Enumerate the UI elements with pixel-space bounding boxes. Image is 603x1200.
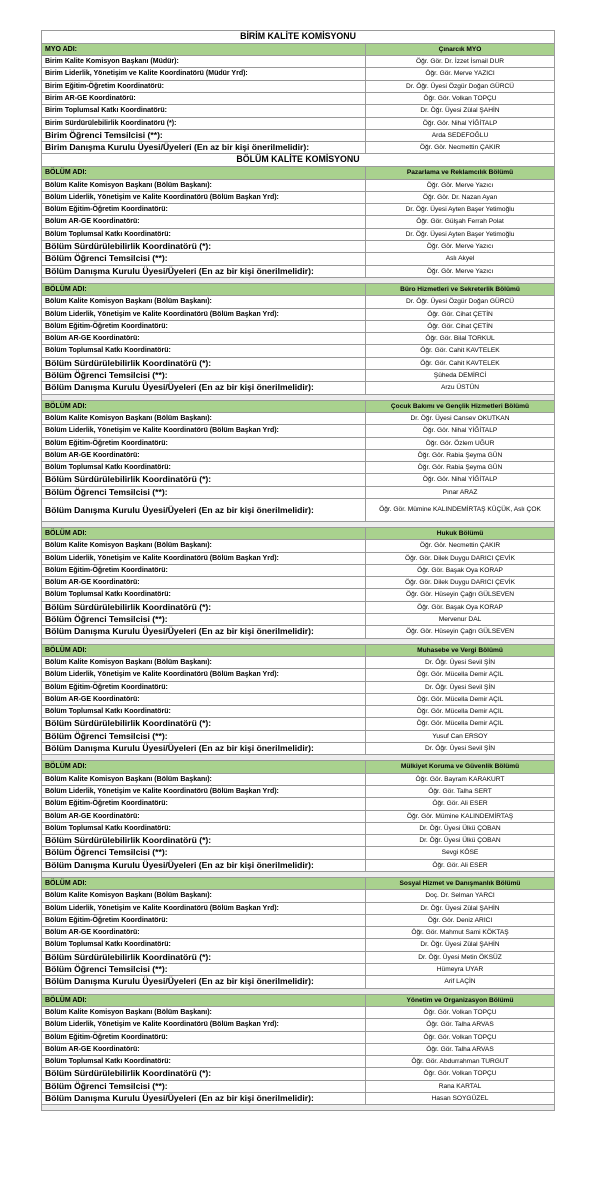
- table-row: [42, 474, 555, 486]
- person-name-cell: Öğr. Gör. Özlem UĞUR: [366, 437, 555, 449]
- table-row: [42, 810, 555, 822]
- person-name-cell: Öğr. Gör. Hüseyin Çağrı GÜLSEVEN: [366, 626, 555, 638]
- table-row: [42, 228, 555, 240]
- myo-header-row: [42, 43, 555, 55]
- person-name-cell: Öğr. Gör. Mücella Demir AÇIL: [366, 693, 555, 705]
- section-name-cell: Çocuk Bakımı ve Gençlik Hizmetleri Bölümü: [366, 400, 555, 412]
- table-row: [42, 601, 555, 613]
- person-name-cell: Öğr. Gör. Ali ESER: [366, 798, 555, 810]
- role-label-cell: Bölüm Eğitim-Öğretim Koordinatörü:: [42, 798, 366, 810]
- person-name-cell: Dr. Öğr. Üyesi Ülkü ÇOBAN: [366, 835, 555, 847]
- table-row: [42, 462, 555, 474]
- section-name-cell: Hukuk Bölümü: [366, 527, 555, 539]
- table-row: [42, 743, 555, 755]
- role-label-cell: Birim Danışma Kurulu Üyesi/Üyeleri (En az bir kişi önerilmelidir):: [42, 142, 366, 154]
- table-row: [42, 693, 555, 705]
- role-label-cell: Bölüm Eğitim-Öğretim Koordinatörü:: [42, 564, 366, 576]
- person-name-cell: Arda SEDEFOĞLU: [366, 129, 555, 141]
- person-name-cell: Öğr. Gör. Talha SERT: [366, 785, 555, 797]
- section-label-cell: BÖLÜM ADI:: [42, 283, 366, 295]
- person-name-cell: Öğr. Gör. Dr. İzzet İsmail DUR: [366, 56, 555, 68]
- section-name-cell: Yönetim ve Organizasyon Bölümü: [366, 994, 555, 1006]
- role-label-cell: Bölüm Öğrenci Temsilcisi (**):: [42, 847, 366, 859]
- table-row: [42, 681, 555, 693]
- table-row: [42, 798, 555, 810]
- table-row: [42, 498, 555, 521]
- person-name-cell: Dr. Öğr. Üyesi Sevil ŞİN: [366, 656, 555, 668]
- role-label-cell: Bölüm Liderlik, Yönetişim ve Kalite Koordinatörü (Bölüm Başkan Yrd):: [42, 669, 366, 681]
- person-name-cell: Öğr. Gör. Volkan TOPÇU: [366, 1006, 555, 1018]
- person-name-cell: Dr. Öğr. Üyesi Zülal ŞAHİN: [366, 939, 555, 951]
- table-row: [42, 1031, 555, 1043]
- role-label-cell: Bölüm Eğitim-Öğretim Koordinatörü:: [42, 914, 366, 926]
- person-name-cell: Öğr. Gör. Nihal YİĞİTALP: [366, 117, 555, 129]
- section-label-cell: BÖLÜM ADI:: [42, 761, 366, 773]
- person-name-cell: Hasan SOYGÜZEL: [366, 1093, 555, 1105]
- person-name-cell: Aslı Akyel: [366, 253, 555, 265]
- table-row: [42, 552, 555, 564]
- department-header-row: [42, 761, 555, 773]
- role-label-cell: Birim Öğrenci Temsilcisi (**):: [42, 129, 366, 141]
- role-label-cell: Bölüm Danışma Kurulu Üyesi/Üyeleri (En az bir kişi önerilmelidir):: [42, 976, 366, 988]
- table-row: [42, 191, 555, 203]
- department-header-row: [42, 878, 555, 890]
- table-row: [42, 951, 555, 963]
- table-row: [42, 296, 555, 308]
- role-label-cell: Bölüm AR-GE Koordinatörü:: [42, 449, 366, 461]
- role-label-cell: Bölüm Sürdürülebilirlik Koordinatörü (*):: [42, 718, 366, 730]
- section-gap: [42, 1105, 555, 1111]
- table-row: [42, 890, 555, 902]
- section-label-cell: BÖLÜM ADI:: [42, 167, 366, 179]
- department-header-row: [42, 283, 555, 295]
- table-row: [42, 564, 555, 576]
- table-row: [42, 105, 555, 117]
- person-name-cell: Öğr. Gör. Rabia Şeyma GÜN: [366, 462, 555, 474]
- person-name-cell: Dr. Öğr. Üyesi Zülal ŞAHİN: [366, 105, 555, 117]
- table-row: [42, 68, 555, 80]
- table-row: [42, 370, 555, 382]
- table-row: [42, 577, 555, 589]
- table-row: [42, 142, 555, 154]
- table-row: [42, 976, 555, 988]
- role-label-cell: Bölüm Sürdürülebilirlik Koordinatörü (*):: [42, 1068, 366, 1080]
- role-label-cell: Bölüm Toplumsal Katkı Koordinatörü:: [42, 939, 366, 951]
- person-name-cell: Arif LAÇİN: [366, 976, 555, 988]
- table-row: [42, 626, 555, 638]
- person-name-cell: Dr. Öğr. Üyesi Sevil ŞİN: [366, 743, 555, 755]
- table-row: [42, 589, 555, 601]
- table-row: [42, 308, 555, 320]
- role-label-cell: Bölüm Danışma Kurulu Üyesi/Üyeleri (En az bir kişi önerilmelidir):: [42, 743, 366, 755]
- birim-title-row: [42, 31, 555, 44]
- person-name-cell: Öğr. Gör. Dilek Duygu DARICI ÇEVİK: [366, 577, 555, 589]
- person-name-cell: Öğr. Gör. Başak Oya KORAP: [366, 564, 555, 576]
- role-label-cell: Bölüm Eğitim-Öğretim Koordinatörü:: [42, 204, 366, 216]
- commission-table: [41, 30, 555, 1111]
- section-label-cell: BÖLÜM ADI:: [42, 878, 366, 890]
- section-name-cell: Muhasebe ve Vergi Bölümü: [366, 644, 555, 656]
- role-label-cell: Bölüm Danışma Kurulu Üyesi/Üyeleri (En az bir kişi önerilmelidir):: [42, 859, 366, 871]
- person-name-cell: Şüheda DEMİRCİ: [366, 370, 555, 382]
- role-label-cell: Bölüm AR-GE Koordinatörü:: [42, 333, 366, 345]
- table-row: [42, 129, 555, 141]
- role-label-cell: Bölüm Kalite Komisyon Başkanı (Bölüm Başkanı):: [42, 179, 366, 191]
- role-label-cell: Bölüm Eğitim-Öğretim Koordinatörü:: [42, 681, 366, 693]
- person-name-cell: Dr. Öğr. Üyesi Ayten Başer Yetimoğlu: [366, 204, 555, 216]
- person-name-cell: Öğr. Gör. Dilek Duygu DARICI ÇEVİK: [366, 552, 555, 564]
- person-name-cell: Öğr. Gör. Volkan TOPÇU: [366, 1068, 555, 1080]
- table-row: [42, 669, 555, 681]
- role-label-cell: Birim Toplumsal Katkı Koordinatörü:: [42, 105, 366, 117]
- person-name-cell: Dr. Öğr. Üyesi Özgür Doğan GÜRCÜ: [366, 296, 555, 308]
- person-name-cell: Öğr. Gör. Nihal YİĞİTALP: [366, 474, 555, 486]
- section-name-cell: Büro Hizmetleri ve Sekreterlik Bölümü: [366, 283, 555, 295]
- department-header-row: [42, 994, 555, 1006]
- table-row: [42, 216, 555, 228]
- role-label-cell: Bölüm Liderlik, Yönetişim ve Kalite Koordinatörü (Bölüm Başkan Yrd):: [42, 425, 366, 437]
- table-row: [42, 117, 555, 129]
- person-name-cell: Öğr. Gör. Deniz ARICI: [366, 914, 555, 926]
- table-row: [42, 1043, 555, 1055]
- table-row: [42, 785, 555, 797]
- role-label-cell: Bölüm Öğrenci Temsilcisi (**):: [42, 1080, 366, 1092]
- person-name-cell: Doç. Dr. Selman YARCI: [366, 890, 555, 902]
- table-row: [42, 92, 555, 104]
- role-label-cell: Bölüm Sürdürülebilirlik Koordinatörü (*):: [42, 835, 366, 847]
- person-name-cell: Dr. Öğr. Üyesi Özgür Doğan GÜRCÜ: [366, 80, 555, 92]
- table-row: [42, 382, 555, 394]
- role-label-cell: Bölüm AR-GE Koordinatörü:: [42, 693, 366, 705]
- table-row: [42, 449, 555, 461]
- bolum-title: BÖLÜM KALİTE KOMİSYONU: [42, 154, 555, 167]
- person-name-cell: Öğr. Gör. Necmettin ÇAKIR: [366, 142, 555, 154]
- person-name-cell: Öğr. Gör. Volkan TOPÇU: [366, 92, 555, 104]
- person-name-cell: Öğr. Gör. Merve Yazıcı: [366, 265, 555, 277]
- table-row: [42, 241, 555, 253]
- person-name-cell: Mervenur DAL: [366, 614, 555, 626]
- person-name-cell: Öğr. Gör. Gülşah Ferrah Polat: [366, 216, 555, 228]
- table-row: [42, 540, 555, 552]
- role-label-cell: Birim AR-GE Koordinatörü:: [42, 92, 366, 104]
- role-label-cell: Bölüm Danışma Kurulu Üyesi/Üyeleri (En az bir kişi önerilmelidir):: [42, 626, 366, 638]
- table-row: [42, 822, 555, 834]
- role-label-cell: Bölüm AR-GE Koordinatörü:: [42, 1043, 366, 1055]
- person-name-cell: Öğr. Gör. Bayram KARAKURT: [366, 773, 555, 785]
- role-label-cell: Bölüm Sürdürülebilirlik Koordinatörü (*):: [42, 601, 366, 613]
- person-name-cell: Öğr. Gör. Ali ESER: [366, 859, 555, 871]
- role-label-cell: Bölüm Sürdürülebilirlik Koordinatörü (*):: [42, 474, 366, 486]
- table-row: [42, 1080, 555, 1092]
- person-name-cell: Dr. Öğr. Üyesi Sevil ŞİN: [366, 681, 555, 693]
- person-name-cell: Öğr. Gör. Dr. Nazan Ayan: [366, 191, 555, 203]
- person-name-cell: Arzu ÜSTÜN: [366, 382, 555, 394]
- table-row: [42, 253, 555, 265]
- table-row: [42, 835, 555, 847]
- role-label-cell: Bölüm Toplumsal Katkı Koordinatörü:: [42, 462, 366, 474]
- table-row: [42, 718, 555, 730]
- department-header-row: [42, 527, 555, 539]
- table-row: [42, 204, 555, 216]
- role-label-cell: Bölüm Sürdürülebilirlik Koordinatörü (*):: [42, 241, 366, 253]
- role-label-cell: Bölüm Kalite Komisyon Başkanı (Bölüm Başkanı):: [42, 540, 366, 552]
- table-row: [42, 902, 555, 914]
- person-name-cell: Öğr. Gör. Merve Yazıcı: [366, 241, 555, 253]
- person-name-cell: Öğr. Gör. Rabia Şeyma GÜN: [366, 449, 555, 461]
- person-name-cell: Öğr. Gör. Volkan TOPÇU: [366, 1031, 555, 1043]
- person-name-cell: Öğr. Gör. Mücella Demir AÇIL: [366, 706, 555, 718]
- person-name-cell: Öğr. Gör. Mümine KALINDEMİRTAŞ KÜÇÜK, Aslı ÇOK: [366, 498, 555, 521]
- person-name-cell: Öğr. Gör. Nihal YİĞİTALP: [366, 425, 555, 437]
- role-label-cell: Bölüm Danışma Kurulu Üyesi/Üyeleri (En az bir kişi önerilmelidir):: [42, 265, 366, 277]
- table-row: [42, 357, 555, 369]
- birim-title: BİRİM KALİTE KOMİSYONU: [42, 31, 555, 44]
- person-name-cell: Öğr. Gör. Merve YAZICI: [366, 68, 555, 80]
- person-name-cell: Öğr. Gör. Mahmut Sami KÖKTAŞ: [366, 927, 555, 939]
- section-label-cell: BÖLÜM ADI:: [42, 994, 366, 1006]
- section-name-cell: Pazarlama ve Reklamcılık Bölümü: [366, 167, 555, 179]
- table-row: [42, 345, 555, 357]
- department-header-row: [42, 167, 555, 179]
- department-header-row: [42, 644, 555, 656]
- person-name-cell: Öğr. Gör. Talha ARVAS: [366, 1019, 555, 1031]
- role-label-cell: Bölüm Danışma Kurulu Üyesi/Üyeleri (En az bir kişi önerilmelidir):: [42, 1093, 366, 1105]
- person-name-cell: Öğr. Gör. Mücella Demir AÇIL: [366, 669, 555, 681]
- table-row: [42, 859, 555, 871]
- gap-cell: [42, 1105, 555, 1111]
- section-name-cell: Mülkiyet Koruma ve Güvenlik Bölümü: [366, 761, 555, 773]
- table-row: [42, 265, 555, 277]
- role-label-cell: Bölüm Liderlik, Yönetişim ve Kalite Koordinatörü (Bölüm Başkan Yrd):: [42, 191, 366, 203]
- role-label-cell: Bölüm Eğitim-Öğretim Koordinatörü:: [42, 320, 366, 332]
- table-row: [42, 412, 555, 424]
- section-label-cell: MYO ADI:: [42, 43, 366, 55]
- section-name-cell: Sosyal Hizmet ve Danışmanlık Bölümü: [366, 878, 555, 890]
- table-row: [42, 1019, 555, 1031]
- table-row: [42, 964, 555, 976]
- role-label-cell: Bölüm Eğitim-Öğretim Koordinatörü:: [42, 1031, 366, 1043]
- role-label-cell: Bölüm Kalite Komisyon Başkanı (Bölüm Başkanı):: [42, 656, 366, 668]
- commission-table-body: [42, 31, 555, 1111]
- role-label-cell: Bölüm Öğrenci Temsilcisi (**):: [42, 486, 366, 498]
- table-row: [42, 1093, 555, 1105]
- table-row: [42, 437, 555, 449]
- role-label-cell: Birim Sürdürülebilirlik Koordinatörü (*):: [42, 117, 366, 129]
- role-label-cell: Bölüm Eğitim-Öğretim Koordinatörü:: [42, 437, 366, 449]
- table-row: [42, 56, 555, 68]
- role-label-cell: Bölüm Toplumsal Katkı Koordinatörü:: [42, 706, 366, 718]
- role-label-cell: Bölüm Toplumsal Katkı Koordinatörü:: [42, 345, 366, 357]
- role-label-cell: Birim Liderlik, Yönetişim ve Kalite Koordinatörü (Müdür Yrd):: [42, 68, 366, 80]
- person-name-cell: Dr. Öğr. Üyesi Cansev OKUTKAN: [366, 412, 555, 424]
- role-label-cell: Bölüm Kalite Komisyon Başkanı (Bölüm Başkanı):: [42, 890, 366, 902]
- role-label-cell: Bölüm AR-GE Koordinatörü:: [42, 577, 366, 589]
- table-row: [42, 1006, 555, 1018]
- person-name-cell: Öğr. Gör. Cihat ÇETİN: [366, 308, 555, 320]
- table-row: [42, 847, 555, 859]
- person-name-cell: Öğr. Gör. Cahit KAVTELEK: [366, 345, 555, 357]
- table-row: [42, 1056, 555, 1068]
- table-row: [42, 1068, 555, 1080]
- person-name-cell: Dr. Öğr. Üyesi Metin ÖKSÜZ: [366, 951, 555, 963]
- person-name-cell: Öğr. Gör. Başak Oya KORAP: [366, 601, 555, 613]
- table-row: [42, 730, 555, 742]
- department-header-row: [42, 400, 555, 412]
- bolum-title-row: [42, 154, 555, 167]
- person-name-cell: Öğr. Gör. Abdurrahman TURGUT: [366, 1056, 555, 1068]
- person-name-cell: Dr. Öğr. Üyesi Ülkü ÇOBAN: [366, 822, 555, 834]
- person-name-cell: Sevgi KÖSE: [366, 847, 555, 859]
- role-label-cell: Bölüm AR-GE Koordinatörü:: [42, 927, 366, 939]
- person-name-cell: Öğr. Gör. Hüseyin Çağrı GÜLSEVEN: [366, 589, 555, 601]
- section-name-cell: Çınarcık MYO: [366, 43, 555, 55]
- role-label-cell: Bölüm AR-GE Koordinatörü:: [42, 216, 366, 228]
- person-name-cell: Dr. Öğr. Üyesi Ayten Başer Yetimoğlu: [366, 228, 555, 240]
- section-label-cell: BÖLÜM ADI:: [42, 527, 366, 539]
- section-label-cell: BÖLÜM ADI:: [42, 400, 366, 412]
- table-row: [42, 706, 555, 718]
- table-row: [42, 656, 555, 668]
- role-label-cell: Bölüm Sürdürülebilirlik Koordinatörü (*):: [42, 357, 366, 369]
- table-row: [42, 927, 555, 939]
- role-label-cell: Bölüm Liderlik, Yönetişim ve Kalite Koordinatörü (Bölüm Başkan Yrd):: [42, 785, 366, 797]
- role-label-cell: Bölüm Öğrenci Temsilcisi (**):: [42, 253, 366, 265]
- person-name-cell: Rana KARTAL: [366, 1080, 555, 1092]
- person-name-cell: Öğr. Gör. Necmettin ÇAKIR: [366, 540, 555, 552]
- person-name-cell: Öğr. Gör. Cahit KAVTELEK: [366, 357, 555, 369]
- table-row: [42, 773, 555, 785]
- table-row: [42, 914, 555, 926]
- role-label-cell: Bölüm Liderlik, Yönetişim ve Kalite Koordinatörü (Bölüm Başkan Yrd):: [42, 902, 366, 914]
- role-label-cell: Bölüm Kalite Komisyon Başkanı (Bölüm Başkanı):: [42, 773, 366, 785]
- person-name-cell: Hümeyra UYAR: [366, 964, 555, 976]
- role-label-cell: Bölüm Danışma Kurulu Üyesi/Üyeleri (En az bir kişi önerilmelidir):: [42, 498, 366, 521]
- role-label-cell: Bölüm Kalite Komisyon Başkanı (Bölüm Başkanı):: [42, 412, 366, 424]
- person-name-cell: Öğr. Gör. Bilal TORKUL: [366, 333, 555, 345]
- table-row: [42, 320, 555, 332]
- table-row: [42, 333, 555, 345]
- role-label-cell: Bölüm Öğrenci Temsilcisi (**):: [42, 370, 366, 382]
- person-name-cell: Pınar ARAZ: [366, 486, 555, 498]
- table-row: [42, 939, 555, 951]
- role-label-cell: Bölüm Öğrenci Temsilcisi (**):: [42, 730, 366, 742]
- role-label-cell: Bölüm Toplumsal Katkı Koordinatörü:: [42, 228, 366, 240]
- person-name-cell: Öğr. Gör. Mücella Demir AÇIL: [366, 718, 555, 730]
- table-row: [42, 486, 555, 498]
- section-label-cell: BÖLÜM ADI:: [42, 644, 366, 656]
- role-label-cell: Bölüm AR-GE Koordinatörü:: [42, 810, 366, 822]
- role-label-cell: Bölüm Liderlik, Yönetişim ve Kalite Koordinatörü (Bölüm Başkan Yrd):: [42, 308, 366, 320]
- role-label-cell: Birim Kalite Komisyon Başkanı (Müdür):: [42, 56, 366, 68]
- role-label-cell: Bölüm Kalite Komisyon Başkanı (Bölüm Başkanı):: [42, 1006, 366, 1018]
- role-label-cell: Bölüm Kalite Komisyon Başkanı (Bölüm Başkanı):: [42, 296, 366, 308]
- commission-sheet: [41, 30, 554, 1111]
- person-name-cell: Dr. Öğr. Üyesi Zülal ŞAHİN: [366, 902, 555, 914]
- role-label-cell: Bölüm Toplumsal Katkı Koordinatörü:: [42, 1056, 366, 1068]
- person-name-cell: Öğr. Gör. Mümine KALINDEMİRTAŞ: [366, 810, 555, 822]
- role-label-cell: Bölüm Toplumsal Katkı Koordinatörü:: [42, 822, 366, 834]
- person-name-cell: Yusuf Can ERSOY: [366, 730, 555, 742]
- role-label-cell: Bölüm Liderlik, Yönetişim ve Kalite Koordinatörü (Bölüm Başkan Yrd):: [42, 1019, 366, 1031]
- role-label-cell: Bölüm Sürdürülebilirlik Koordinatörü (*):: [42, 951, 366, 963]
- role-label-cell: Bölüm Toplumsal Katkı Koordinatörü:: [42, 589, 366, 601]
- role-label-cell: Bölüm Öğrenci Temsilcisi (**):: [42, 964, 366, 976]
- role-label-cell: Bölüm Liderlik, Yönetişim ve Kalite Koordinatörü (Bölüm Başkan Yrd):: [42, 552, 366, 564]
- table-row: [42, 80, 555, 92]
- person-name-cell: Öğr. Gör. Cihat ÇETİN: [366, 320, 555, 332]
- person-name-cell: Öğr. Gör. Merve Yazıcı: [366, 179, 555, 191]
- role-label-cell: Bölüm Danışma Kurulu Üyesi/Üyeleri (En az bir kişi önerilmelidir):: [42, 382, 366, 394]
- role-label-cell: Bölüm Öğrenci Temsilcisi (**):: [42, 614, 366, 626]
- role-label-cell: Birim Eğitim-Öğretim Koordinatörü:: [42, 80, 366, 92]
- table-row: [42, 179, 555, 191]
- table-row: [42, 425, 555, 437]
- table-row: [42, 614, 555, 626]
- person-name-cell: Öğr. Gör. Talha ARVAS: [366, 1043, 555, 1055]
